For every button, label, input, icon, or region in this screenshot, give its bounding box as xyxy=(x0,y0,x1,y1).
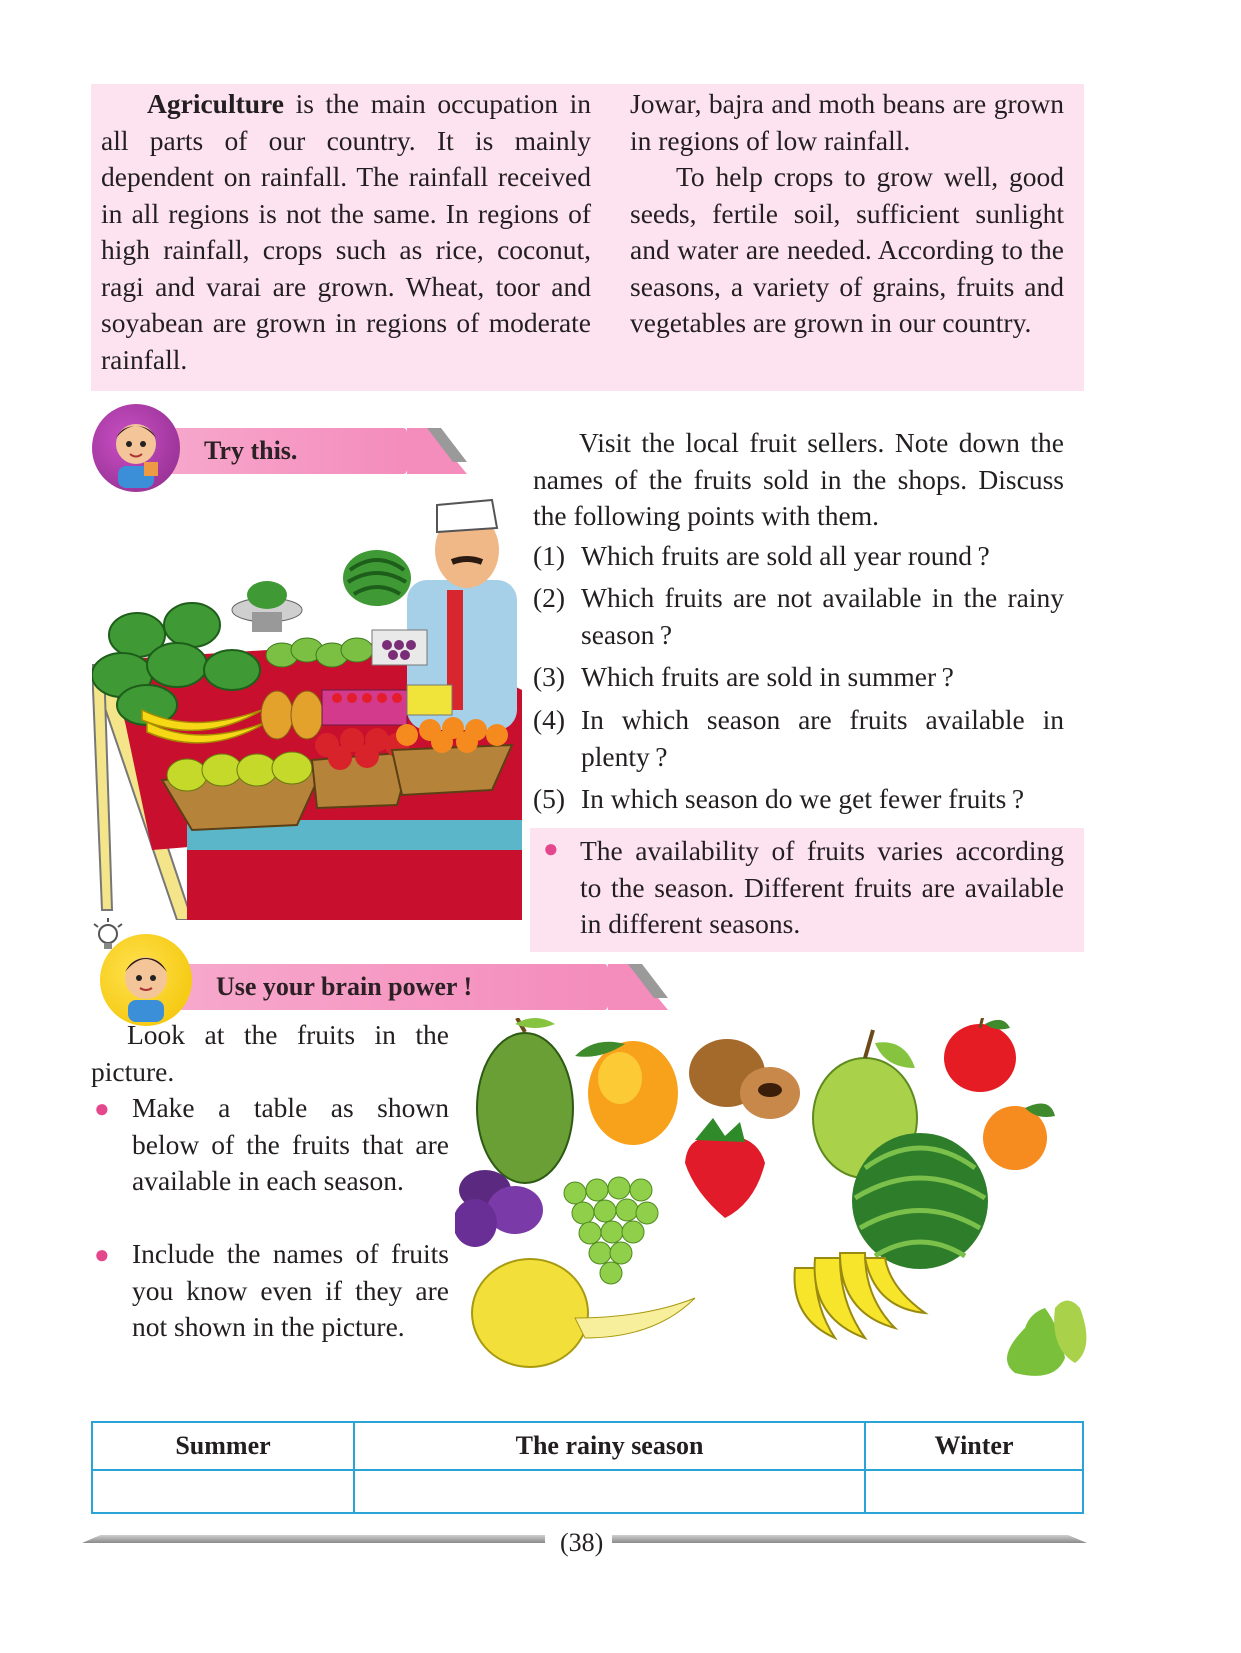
question-text: In which season do we get fewer fruits ? xyxy=(581,783,1025,814)
intro-right-p2: To help crops to grow well, good seeds, fertile soil, sufficient sunlight and water are needed. According to the seasons, a variety of grains, fruits and vegetables are grown in our country. xyxy=(630,161,1064,338)
bullet-icon: ● xyxy=(94,1240,110,1269)
lightbulb-icon xyxy=(90,918,126,958)
fruits-illustration xyxy=(455,1018,1095,1388)
question-number: (2) xyxy=(533,582,566,613)
footer-rule-right xyxy=(612,1535,1087,1543)
season-table-blank-row xyxy=(92,1470,1083,1513)
watermelon-icon xyxy=(852,1133,988,1269)
intro-right-p1: Jowar, bajra and moth beans are grown in regions of low rainfall. xyxy=(630,88,1064,156)
banner-tail xyxy=(407,428,467,474)
cell-rainy-season xyxy=(354,1470,865,1513)
note-bullet-icon: ● xyxy=(543,834,559,863)
question-number: (1) xyxy=(533,540,566,571)
bullet-icon: ● xyxy=(94,1094,110,1123)
brain-power-intro-text: Look at the fruits in the picture. xyxy=(91,1019,449,1087)
muskmelon-icon xyxy=(472,1259,695,1367)
brain-power-bullet-1: Make a table as shown below of the fruits that are available in each season. xyxy=(132,1092,449,1196)
page-number: (38) xyxy=(560,1528,604,1557)
footer-rule-left xyxy=(82,1535,545,1543)
header-winter: Winter xyxy=(865,1422,1083,1470)
question-text: Which fruits are not available in the rainy season ? xyxy=(581,582,1064,650)
brain-power-banner xyxy=(100,964,600,1010)
question-text: Which fruits are sold all year round ? xyxy=(581,540,990,571)
boy-avatar xyxy=(92,404,180,492)
season-note-text: The availability of fruits varies according to the season. Different fruits are available in different seasons. xyxy=(580,835,1064,939)
try-this-banner xyxy=(92,428,382,474)
brain-power-label: Use your brain power ! xyxy=(216,972,473,1001)
sapota-icon xyxy=(689,1039,800,1119)
strawberry-icon xyxy=(685,1118,765,1218)
question-text: In which season are fruits available in plenty ? xyxy=(581,704,1064,772)
try-this-label: Try this. xyxy=(204,436,298,465)
banner-tail xyxy=(608,964,668,1010)
cell-summer xyxy=(92,1470,354,1513)
cell-winter xyxy=(865,1470,1083,1513)
question-number: (5) xyxy=(533,783,566,814)
pears-icon xyxy=(1007,1301,1086,1376)
apple-icon xyxy=(944,1018,1016,1092)
intro-left-text: is the main occupation in all parts of our country. It is mainly dependent on rainfall. The rainfall received in all regions is not the same. In regions of high rainfall, crops such as rice, coconut, ragi and varai are grown. Wheat, toor and soyabean are grown in regions of moderate rainfall. xyxy=(101,88,591,375)
intro-left-column xyxy=(101,86,591,378)
brain-power-bullet-2: Include the names of fruits you know even if they are not shown in the picture. xyxy=(132,1238,449,1342)
season-table-header-row xyxy=(92,1422,1083,1470)
brain-power-intro xyxy=(91,1017,449,1090)
header-rainy-season: The rainy season xyxy=(354,1422,865,1470)
season-table xyxy=(91,1421,1084,1514)
try-this-intro: Visit the local fruit sellers. Note down the names of the fruits sold in the shops. Discuss the following points with them. xyxy=(533,427,1064,531)
header-summer: Summer xyxy=(92,1422,354,1470)
grapes-icon xyxy=(564,1177,658,1284)
question-number: (3) xyxy=(533,661,566,692)
orange-icon xyxy=(983,1104,1055,1171)
question-number: (4) xyxy=(533,704,566,735)
boy-face-icon xyxy=(92,404,180,492)
agriculture-term: Agriculture xyxy=(147,88,284,119)
jackfruit-icon xyxy=(477,1018,573,1183)
intro-right-column xyxy=(630,86,1064,342)
mango-icon xyxy=(575,1041,678,1145)
fruit-stall-illustration xyxy=(92,490,524,920)
question-text: Which fruits are sold in summer ? xyxy=(581,661,954,692)
